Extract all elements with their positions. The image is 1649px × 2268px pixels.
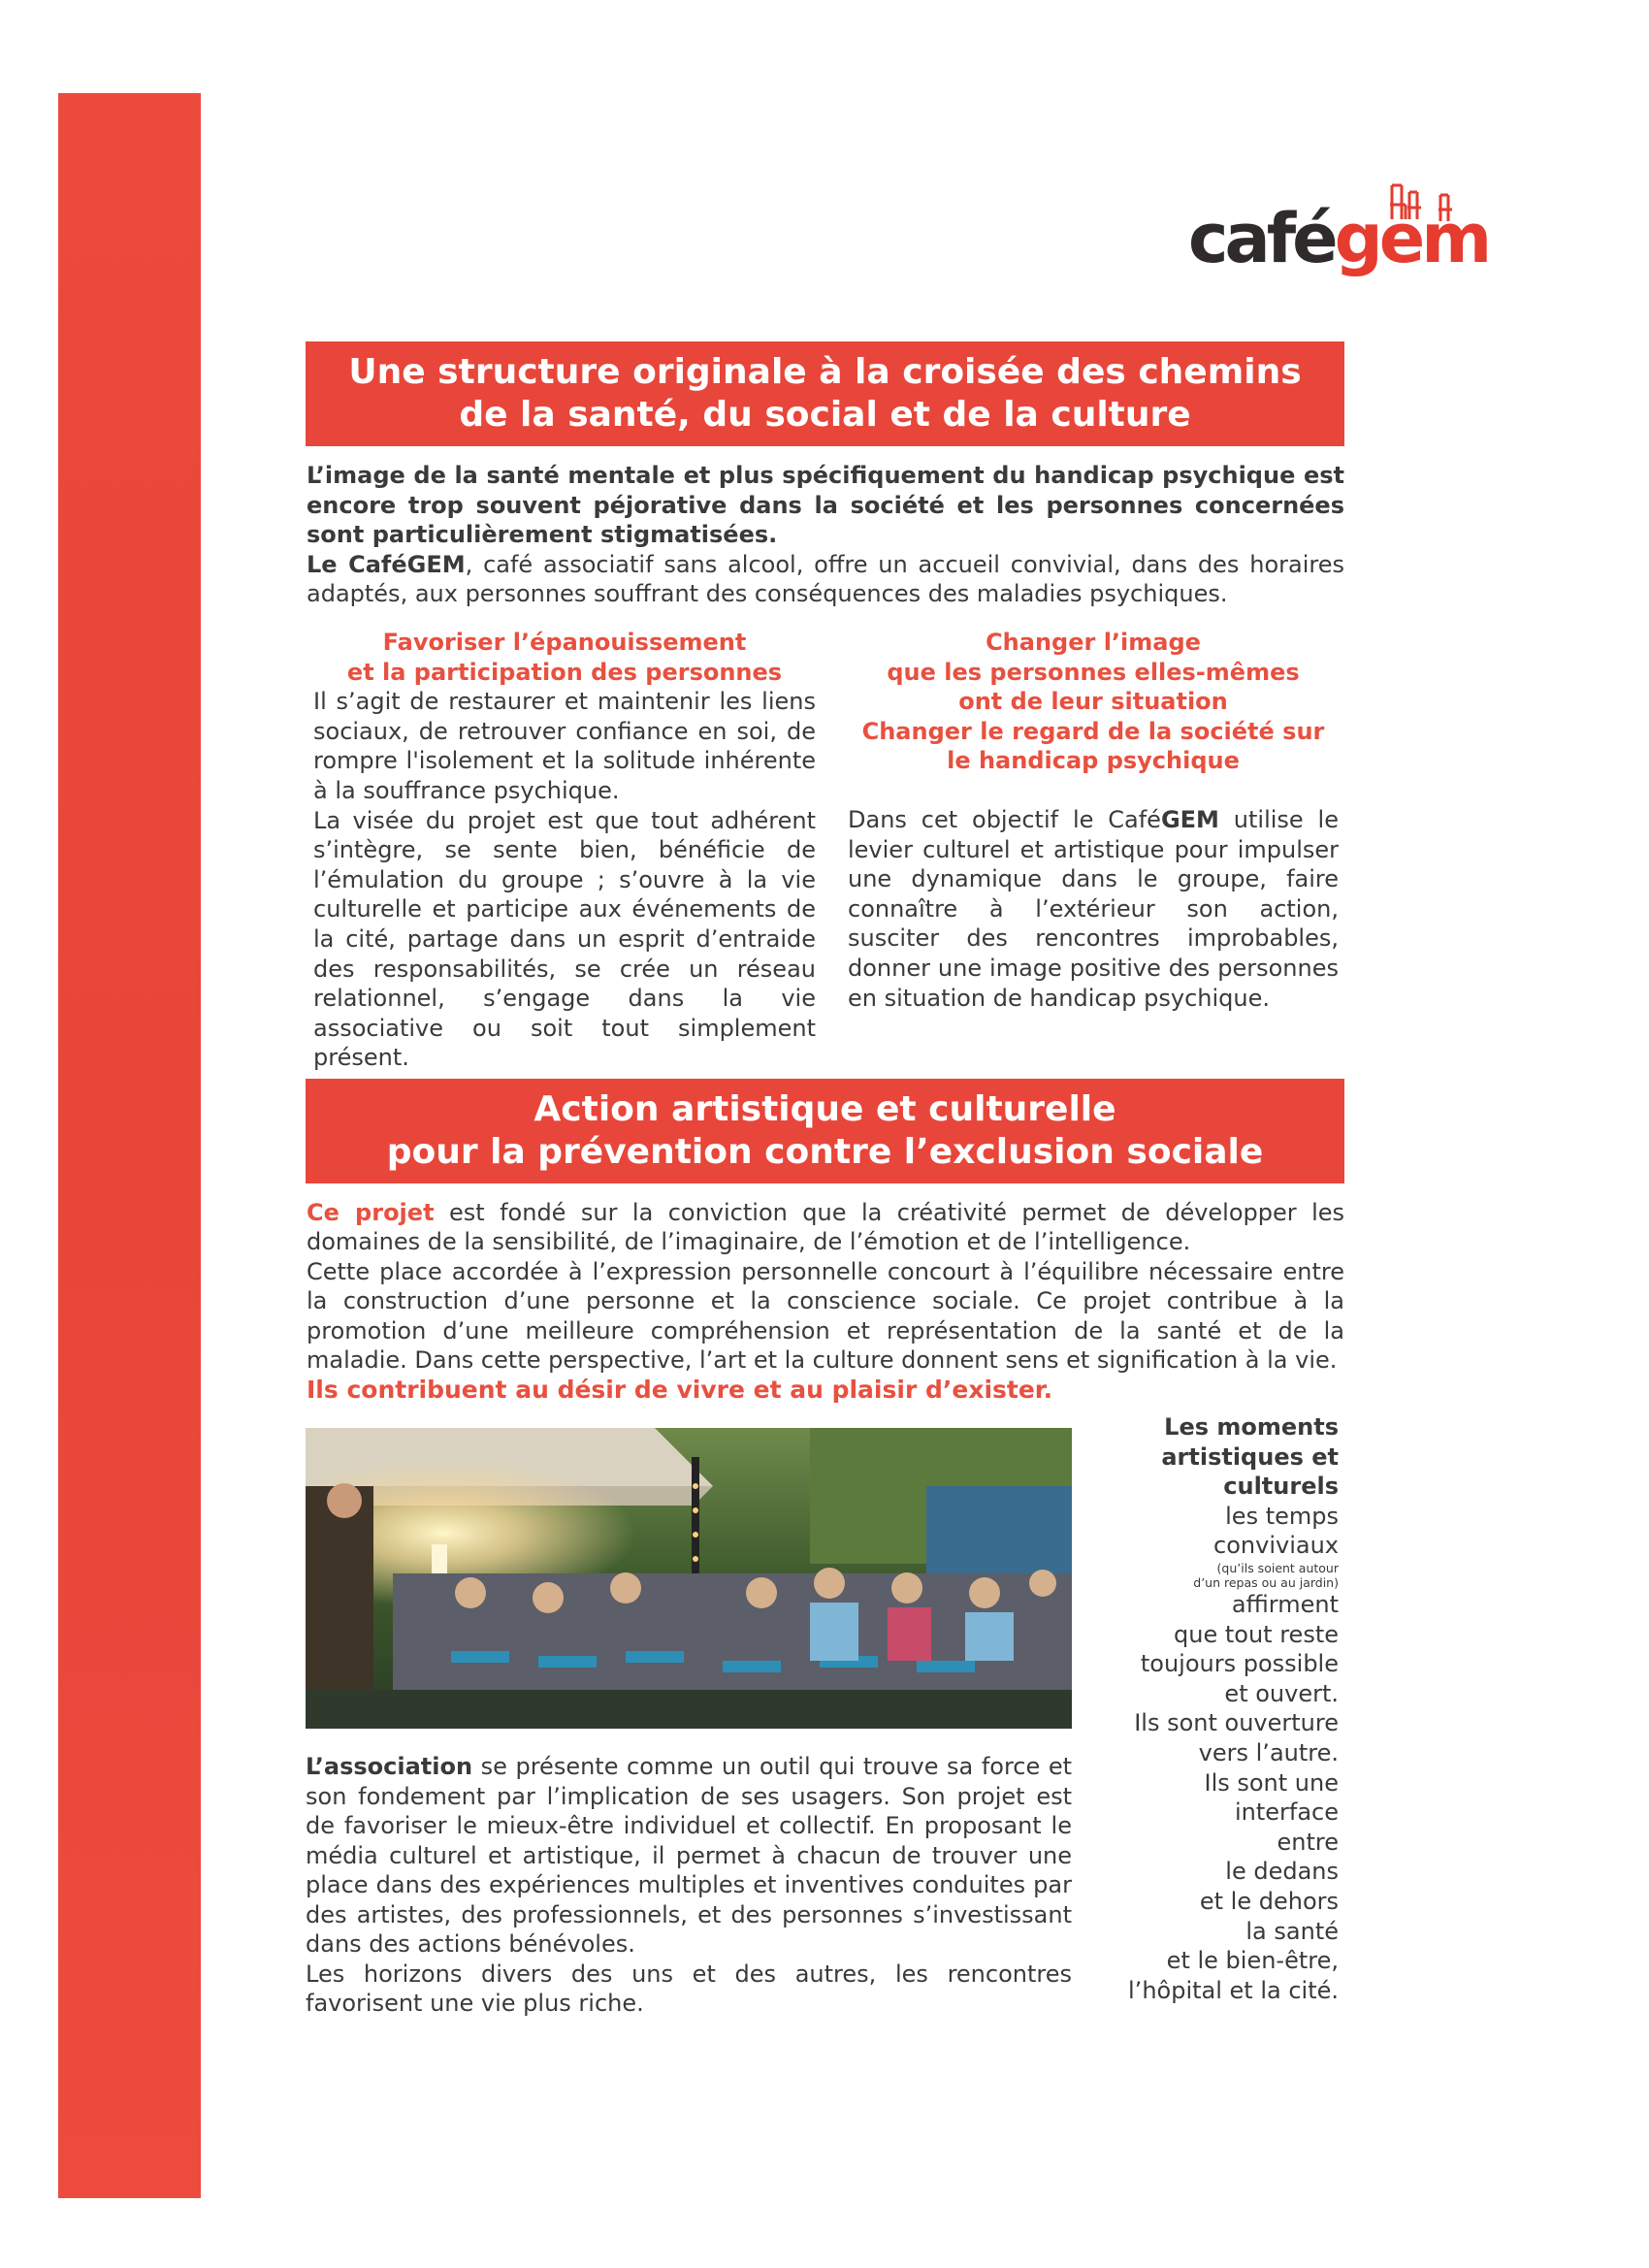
side-line-5: toujours possible (1140, 1650, 1339, 1678)
side-small-2: d’un repas ou au jardin) (1193, 1574, 1339, 1590)
project-tagline: Ils contribuent au désir de vivre et au plaisir d’exister. (307, 1376, 1053, 1404)
side-line-15: et le bien-être, (1166, 1947, 1339, 1975)
side-line-11: entre (1277, 1828, 1339, 1856)
col2-heading-1: Changer l’image (986, 629, 1201, 656)
association-paragraph-2: Les horizons divers des uns et des autres, les rencontres favorisent une vie plus riche. (306, 1960, 1072, 2017)
association-text-1: se présente comme un outil qui trouve sa force et son fondement par l’implication de ses usagers. Son projet est de favoriser le mieux-être individuel et collectif. En proposant le média culturel et artistique, il permet à chacun de trouver une place dans des expériences multiples et inventives conduites par des artistes, des professionnels, et des personnes s’investissant dans des actions bénévoles. (306, 1753, 1072, 1958)
banner-1-line-1: Une structure originale à la croisée des chemins (348, 352, 1302, 392)
side-line-1: les temps (1225, 1502, 1339, 1530)
cafegem-logo (1188, 190, 1489, 278)
project-text-1: est fondé sur la conviction que la créativité permet de développer les domaines de la sensibilité, de l’imaginaire, de l’émotion et de l’intelligence. (307, 1199, 1345, 1256)
col2-para-end: utilise le levier culturel et artistique pour impulser une dynamique dans le groupe, faire connaître à l’extérieur son action, susciter des rencontres improbables, donner une image positive des personnes en situation de handicap psychique. (848, 805, 1339, 1012)
project-label: Ce projet (307, 1199, 435, 1226)
side-line-3: affirment (1231, 1590, 1339, 1618)
event-photo (306, 1428, 1072, 1729)
association-paragraph-1 (306, 1752, 1072, 1960)
side-line-12: le dedans (1225, 1858, 1339, 1886)
col2-paragraph (848, 805, 1339, 1013)
col1-heading-2: et la participation des personnes (346, 658, 783, 686)
side-line-8: vers l’autre. (1198, 1738, 1339, 1766)
banner-2-line-2: pour la prévention contre l’exclusion sociale (386, 1132, 1264, 1172)
column-left (313, 628, 816, 1073)
side-line-14: la santé (1245, 1917, 1339, 1945)
side-bold-1: Les moments (1164, 1413, 1339, 1441)
intro-cafegem-paragraph (307, 550, 1344, 609)
logo-wordmark (1188, 200, 1488, 277)
intro-cafegem-text: , café associatif sans alcool, offre un accueil convivial, dans des horaires adaptés, aux personnes souffrant des conséquences des maladies psychiques. (307, 550, 1344, 607)
col1-heading-1: Favoriser l’épanouissement (382, 629, 747, 656)
side-line-2: conviviaux (1213, 1532, 1339, 1560)
side-line-10: interface (1234, 1798, 1339, 1827)
column-right (848, 628, 1339, 1013)
side-line-4: que tout reste (1174, 1620, 1339, 1648)
association-block (306, 1752, 1072, 2019)
side-bold-2: artistiques et (1161, 1442, 1339, 1471)
col2-spacer (848, 776, 1339, 805)
intro-block (307, 461, 1344, 609)
sidebar-quote (1096, 1412, 1339, 2005)
col1-paragraph-2: La visée du projet est que tout adhérent s’intègre, se sente bien, bénéficie de l’émulation du groupe ; s’ouvre à la vie culturelle et participe aux événements de la cité, partage dans un esprit d’entraide des responsabilités, se crée un réseau relationnel, s’engage dans la vie associative ou soit tout simplement présent. (313, 806, 816, 1072)
col2-heading-3: ont de leur situation (958, 688, 1228, 716)
section-banner-1 (306, 341, 1344, 446)
side-line-13: et le dehors (1199, 1887, 1339, 1915)
garden-audience-photo-icon (306, 1428, 1072, 1729)
project-paragraph-1 (307, 1198, 1344, 1257)
side-line-6: et ouvert. (1224, 1679, 1339, 1707)
col2-heading-4: Changer le regard de la société sur (861, 717, 1325, 745)
project-block (307, 1198, 1344, 1375)
logo-gem-text: gem (1334, 199, 1489, 278)
intro-lead: L’image de la santé mentale et plus spécifiquement du handicap psychique est encore trop souvent péjorative dans la société et les personnes concernées sont particulièrement stigmatisées. (307, 462, 1344, 548)
side-bold-3: culturels (1223, 1473, 1339, 1501)
logo-cafe-text: café (1188, 199, 1335, 278)
association-label: L’association (306, 1753, 473, 1780)
col2-para-start: Dans cet objectif le Café (848, 805, 1161, 833)
col2-heading-5: le handicap psychique (947, 747, 1240, 775)
project-paragraph-2: Cette place accordée à l’expression personnelle concourt à l’équilibre nécessaire entre la construction d’une personne et la conscience sociale. Ce projet contribue à la promotion d’une meilleure compréhension et représentation de la santé et de la maladie. Dans cette perspective, l’art et la culture donnent sens et signification à la vie. (307, 1257, 1344, 1375)
side-line-9: Ils sont une (1204, 1768, 1339, 1797)
banner-2-line-1: Action artistique et culturelle (534, 1089, 1116, 1129)
col2-heading-2: que les personnes elles-mêmes (887, 658, 1300, 686)
banner-1-line-2: de la santé, du social et de la culture (459, 395, 1191, 435)
intro-cafegem-label: Le CaféGEM (307, 550, 466, 578)
side-line-7: Ils sont ouverture (1134, 1709, 1339, 1737)
col2-para-gem: GEM (1160, 805, 1219, 833)
side-line-16: l’hôpital et la cité. (1128, 1976, 1339, 2004)
col1-paragraph-1: Il s’agit de restaurer et maintenir les liens sociaux, de retrouver confiance en soi, de rompre l'isolement et la solitude inhérente à la souffrance psychique. (313, 688, 816, 804)
side-small-1: (qu’ils soient autour (1216, 1560, 1339, 1575)
red-sidebar-bar (58, 93, 201, 2198)
section-banner-2 (306, 1079, 1344, 1183)
